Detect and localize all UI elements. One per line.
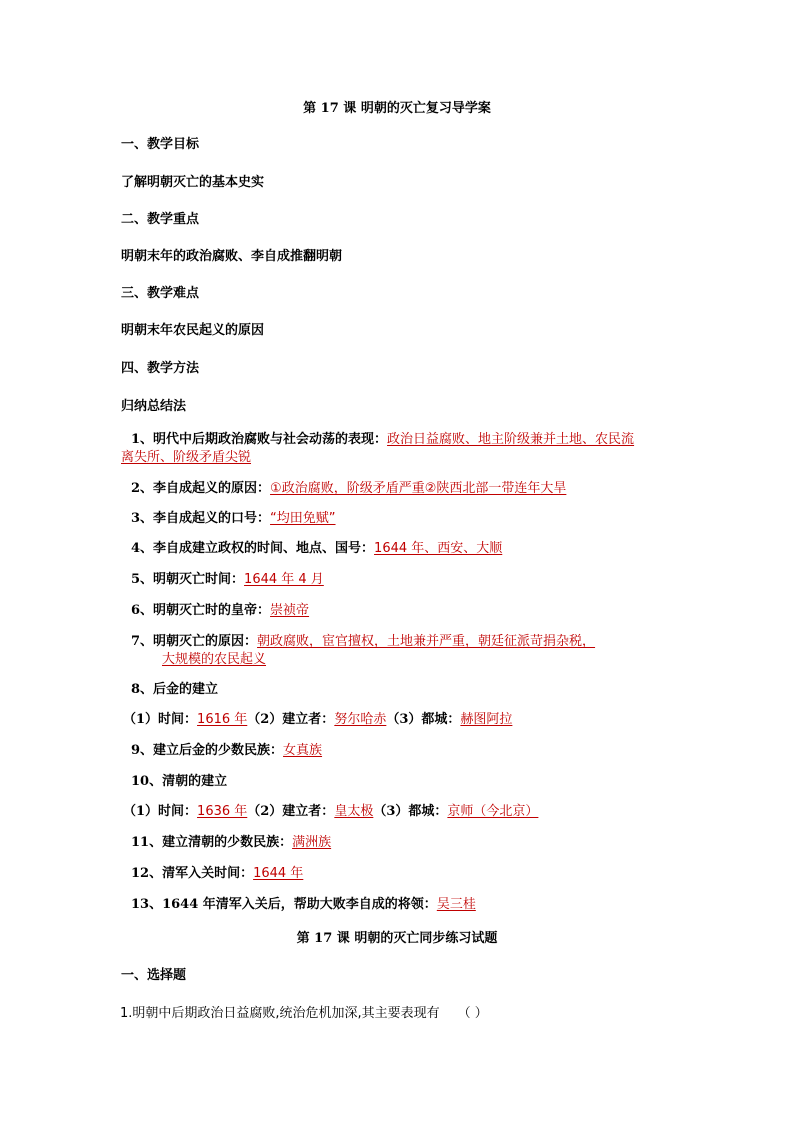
answer: 1636 年 (197, 804, 248, 819)
key-points-text: 明朝末年的政治腐败、李自成推翻明朝 (121, 249, 343, 264)
houjin-details: （1）时间：1616 年（2）建立者：努尔哈赤（3）都城：赫图阿拉 (123, 712, 513, 727)
list-item-continued (121, 449, 251, 467)
answer: ①政治腐败，阶级矛盾严重②陕西北部一带连年大旱 (270, 481, 567, 496)
answer: 大规模的农民起义 (162, 652, 267, 667)
answer: 1644 年 4 月 (244, 572, 324, 587)
list-item: 10、清朝的建立 (131, 774, 228, 789)
exercise-title: 第 17 课 明朝的灭亡同步练习试题 (296, 931, 498, 946)
list-item: 13、1644 年清军入关后，帮助大败李自成的将领：吴三桂 (131, 897, 476, 912)
list-item: 7、明朝灭亡的原因：朝政腐败，宦官擅权，土地兼并严重，朝廷征派苛捐杂税， (131, 634, 596, 649)
list-item: 4、李自成建立政权的时间、地点、国号：1644 年、西安、大顺 (131, 541, 503, 556)
section-heading-objectives: 一、教学目标 (121, 137, 200, 152)
list-item: 9、建立后金的少数民族：女真族 (131, 743, 323, 758)
objectives-text: 了解明朝灭亡的基本史实 (121, 175, 265, 190)
answer: 努尔哈赤 (334, 712, 387, 727)
list-item: 2、李自成起义的原因：①政治腐败，阶级矛盾严重②陕西北部一带连年大旱 (131, 481, 567, 496)
list-item: 12、清军入关时间：1644 年 (131, 866, 304, 881)
answer: 离失所、阶级矛盾尖锐 (121, 450, 252, 465)
answer: 满洲族 (292, 835, 332, 850)
list-item: 8、后金的建立 (131, 682, 219, 697)
list-item: 11、建立清朝的少数民族：满洲族 (131, 835, 332, 850)
answer: 朝政腐败，宦官擅权，土地兼并严重，朝廷征派苛捐杂税， (257, 634, 596, 649)
section-heading-method: 四、教学方法 (121, 361, 200, 376)
answer: 政治日益腐败、地主阶级兼并土地、农民流 (387, 432, 635, 447)
answer: 1644 年 (253, 866, 304, 881)
answer: 吴三桂 (436, 897, 476, 912)
method-text: 归纳总结法 (121, 399, 187, 414)
list-item: 1、明代中后期政治腐败与社会动荡的表现：政治日益腐败、地主阶级兼并土地、农民流 (131, 432, 635, 447)
difficulties-text: 明朝末年农民起义的原因 (121, 323, 265, 338)
answer: “均田免赋” (270, 511, 336, 526)
lesson-title: 第 17 课 明朝的灭亡复习导学案 (303, 101, 491, 116)
answer: 1616 年 (197, 712, 248, 727)
list-item-continued (162, 651, 266, 669)
section-heading-key-points: 二、教学重点 (121, 212, 200, 227)
answer: 皇太极 (334, 804, 374, 819)
list-item: 6、明朝灭亡时的皇帝：崇祯帝 (131, 603, 310, 618)
answer: 1644 年、西安、大顺 (374, 541, 503, 556)
qing-details: （1）时间：1636 年（2）建立者：皇太极（3）都城：京师（今北京） (123, 804, 539, 819)
answer-bracket: （ ） (457, 1006, 488, 1021)
list-item: 3、李自成起义的口号：“均田免赋” (131, 511, 336, 526)
question-1: 1.明朝中后期政治日益腐败,统治危机加深,其主要表现有 （ ） (120, 1006, 488, 1021)
section-heading-difficulties: 三、教学难点 (121, 286, 200, 301)
list-item: 5、明朝灭亡时间：1644 年 4 月 (131, 572, 324, 587)
answer: 京师（今北京） (447, 804, 539, 819)
answer: 赫图阿拉 (460, 712, 513, 727)
answer: 崇祯帝 (270, 603, 310, 618)
answer: 女真族 (283, 743, 323, 758)
section-heading-multiple-choice: 一、选择题 (121, 968, 187, 983)
